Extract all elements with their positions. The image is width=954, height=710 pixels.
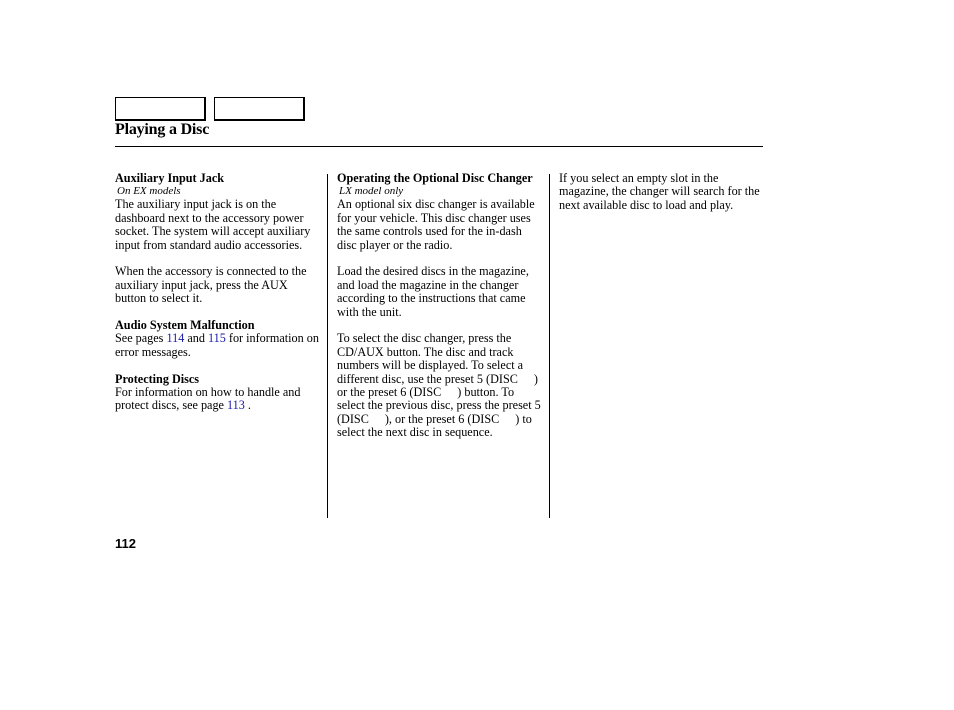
protecting-text-post: . bbox=[247, 398, 251, 413]
nav-tab-2[interactable] bbox=[214, 97, 305, 121]
disc-changer-text-e: ) to select the next disc in sequence. bbox=[337, 411, 532, 440]
protecting-discs-paragraph bbox=[115, 386, 321, 413]
malfunction-text-post: for information on error messages. bbox=[115, 331, 319, 359]
page-link-113[interactable]: 113 bbox=[227, 398, 245, 413]
malfunction-text-pre: See pages bbox=[115, 331, 164, 346]
page-title: Playing a Disc bbox=[115, 121, 210, 138]
page-number: 112 bbox=[115, 536, 136, 551]
aux-input-heading: Auxiliary Input Jack bbox=[115, 171, 225, 185]
protecting-discs-heading: Protecting Discs bbox=[115, 371, 200, 386]
column-2 bbox=[337, 172, 541, 453]
disc-changer-text-d: ), or the preset 6 (DISC bbox=[384, 411, 500, 426]
disc-changer-paragraph-2: Load the desired discs in the magazine, and load the magazine in the changer according to the instructions that came with the unit. bbox=[337, 264, 529, 319]
disc-changer-text-a: To select the disc changer, press the CD/AUX button. The disc and track numbers will be displayed. To select a different disc, use the preset 5 (DISC bbox=[337, 331, 524, 386]
column-1 bbox=[115, 172, 321, 426]
malfunction-text-and: and bbox=[187, 331, 205, 346]
malfunction-heading: Audio System Malfunction bbox=[115, 318, 255, 333]
title-rule bbox=[115, 146, 763, 147]
aux-input-model-note: On EX models bbox=[117, 185, 181, 198]
disc-changer-paragraph-1: An optional six disc changer is available for your vehicle. This disc changer uses the same controls used for the in-dash disc player or the radio. bbox=[337, 197, 535, 252]
protecting-text-pre: For information on how to handle and protect discs, see page bbox=[115, 385, 301, 413]
aux-input-paragraph-2: When the accessory is connected to the auxiliary input jack, press the AUX button to select it. bbox=[115, 264, 307, 306]
aux-input-paragraph-1: The auxiliary input jack is on the dashboard next to the accessory power socket. The system will accept auxiliary input from standard audio accessories. bbox=[115, 197, 311, 252]
malfunction-paragraph bbox=[115, 332, 321, 359]
empty-slot-paragraph: If you select an empty slot in the magazine, the changer will search for the next available disc to load and play. bbox=[559, 171, 760, 212]
disc-changer-model-note: LX model only bbox=[339, 185, 404, 198]
disc-changer-text-c: ) button. To select the previous disc, press the preset 5 (DISC bbox=[337, 385, 541, 426]
column-divider-2 bbox=[549, 174, 550, 518]
nav-tab-1[interactable] bbox=[115, 97, 206, 121]
disc-changer-heading: Operating the Optional Disc Changer bbox=[337, 171, 533, 185]
column-3 bbox=[559, 172, 765, 226]
disc-changer-paragraph-3 bbox=[337, 332, 541, 439]
column-divider-1 bbox=[327, 174, 328, 518]
page-link-114[interactable]: 114 bbox=[166, 331, 185, 346]
disc-changer-text-b: ) or the preset 6 (DISC bbox=[337, 371, 538, 400]
page-link-115[interactable]: 115 bbox=[208, 331, 226, 346]
